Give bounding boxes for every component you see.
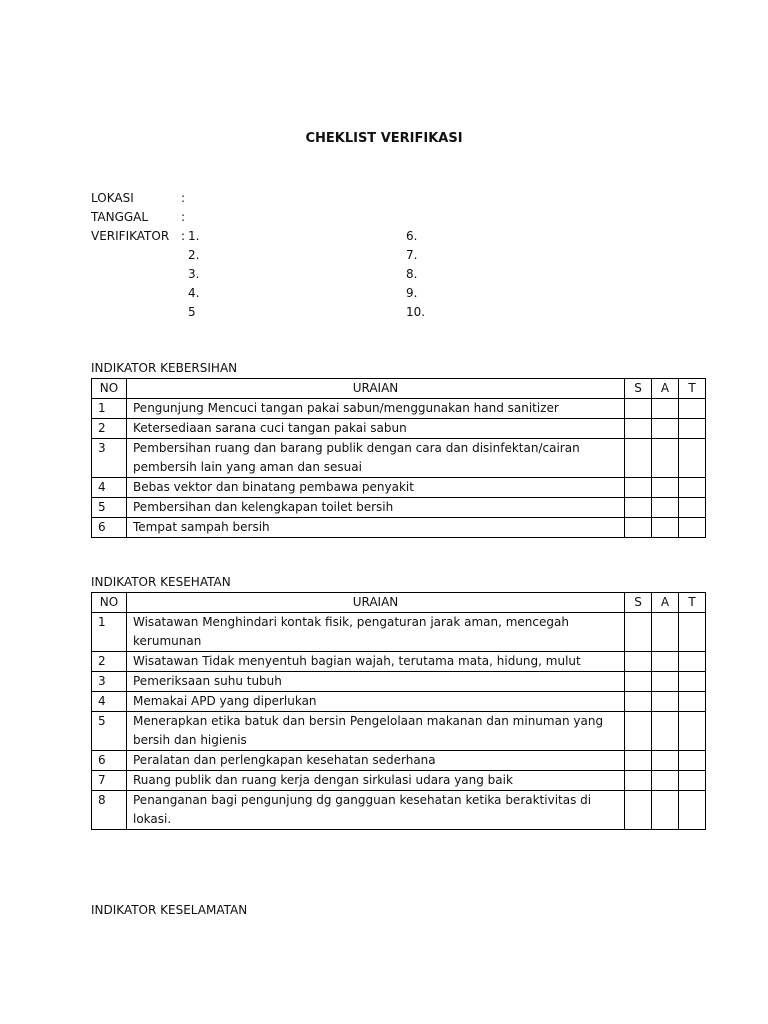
check-cell-s[interactable] — [625, 419, 652, 439]
check-cell-t[interactable] — [679, 613, 706, 652]
row-number: 4 — [92, 692, 127, 712]
lokasi-colon: : — [181, 191, 186, 205]
row-number: 5 — [92, 712, 127, 751]
row-number: 6 — [92, 518, 127, 538]
table-row — [92, 771, 706, 791]
section-title-kebersihan: INDIKATOR KEBERSIHAN — [91, 361, 238, 375]
check-cell-t[interactable] — [679, 672, 706, 692]
column-header-s: S — [625, 593, 652, 613]
check-cell-a[interactable] — [652, 498, 679, 518]
check-cell-t[interactable] — [679, 498, 706, 518]
info-block — [91, 189, 591, 322]
column-header-uraian: URAIAN — [127, 379, 625, 399]
verifikator-number: 4. — [188, 286, 200, 300]
table-row — [92, 399, 706, 419]
verifikator-number: 2. — [188, 248, 200, 262]
verifikator-number: 3. — [188, 267, 200, 281]
table-row — [92, 419, 706, 439]
row-number: 2 — [92, 419, 127, 439]
row-uraian: Menerapkan etika batuk dan bersin Pengelolaan makanan dan minuman yang bersih dan higienis — [127, 712, 625, 751]
row-uraian: Bebas vektor dan binatang pembawa penyakit — [127, 478, 625, 498]
table-row — [92, 439, 706, 478]
check-cell-a[interactable] — [652, 518, 679, 538]
column-header-t: T — [679, 593, 706, 613]
check-cell-a[interactable] — [652, 613, 679, 652]
table-row — [92, 692, 706, 712]
check-cell-a[interactable] — [652, 751, 679, 771]
section-title-keselamatan: INDIKATOR KESELAMATAN — [91, 903, 248, 917]
row-number: 2 — [92, 652, 127, 672]
row-uraian: Wisatawan Tidak menyentuh bagian wajah, terutama mata, hidung, mulut — [127, 652, 625, 672]
row-uraian: Tempat sampah bersih — [127, 518, 625, 538]
check-cell-a[interactable] — [652, 712, 679, 751]
check-cell-a[interactable] — [652, 771, 679, 791]
check-cell-s[interactable] — [625, 478, 652, 498]
table-row — [92, 672, 706, 692]
table-header-row — [92, 593, 706, 613]
row-uraian: Peralatan dan perlengkapan kesehatan sederhana — [127, 751, 625, 771]
check-cell-s[interactable] — [625, 751, 652, 771]
row-number: 3 — [92, 439, 127, 478]
check-cell-s[interactable] — [625, 672, 652, 692]
row-uraian: Pembersihan dan kelengkapan toilet bersih — [127, 498, 625, 518]
verifikator-label: VERIFIKATOR — [91, 229, 170, 243]
check-cell-s[interactable] — [625, 692, 652, 712]
check-cell-s[interactable] — [625, 439, 652, 478]
column-header-no: NO — [92, 379, 127, 399]
table-row — [92, 478, 706, 498]
info-row-lokasi — [91, 189, 591, 208]
lokasi-label: LOKASI — [91, 191, 134, 205]
check-cell-s[interactable] — [625, 613, 652, 652]
check-cell-a[interactable] — [652, 652, 679, 672]
check-cell-a[interactable] — [652, 791, 679, 830]
tanggal-colon: : — [181, 210, 186, 224]
verifikator-number: 8. — [406, 267, 418, 281]
table-row — [92, 652, 706, 672]
row-uraian: Ketersediaan sarana cuci tangan pakai sabun — [127, 419, 625, 439]
column-header-t: T — [679, 379, 706, 399]
check-cell-t[interactable] — [679, 478, 706, 498]
verifikator-number: 9. — [406, 286, 418, 300]
table-row — [92, 613, 706, 652]
check-cell-s[interactable] — [625, 518, 652, 538]
check-cell-s[interactable] — [625, 712, 652, 751]
row-uraian: Wisatawan Menghindari kontak fisik, pengaturan jarak aman, mencegah kerumunan — [127, 613, 625, 652]
info-row-verifikator-4 — [91, 284, 591, 303]
row-number: 4 — [92, 478, 127, 498]
verifikator-number: 7. — [406, 248, 418, 262]
row-uraian: Pemeriksaan suhu tubuh — [127, 672, 625, 692]
row-uraian: Pengunjung Mencuci tangan pakai sabun/menggunakan hand sanitizer — [127, 399, 625, 419]
column-header-s: S — [625, 379, 652, 399]
check-cell-s[interactable] — [625, 652, 652, 672]
info-row-verifikator-5 — [91, 303, 591, 322]
check-cell-a[interactable] — [652, 692, 679, 712]
table-row — [92, 751, 706, 771]
row-number: 5 — [92, 498, 127, 518]
check-cell-t[interactable] — [679, 751, 706, 771]
table-kesehatan — [91, 592, 706, 830]
check-cell-t[interactable] — [679, 771, 706, 791]
row-number: 8 — [92, 791, 127, 830]
row-uraian: Ruang publik dan ruang kerja dengan sirkulasi udara yang baik — [127, 771, 625, 791]
info-row-verifikator-1 — [91, 227, 591, 246]
table-row — [92, 791, 706, 830]
info-row-verifikator-3 — [91, 265, 591, 284]
check-cell-t[interactable] — [679, 791, 706, 830]
column-header-no: NO — [92, 593, 127, 613]
verifikator-number: 1. — [188, 229, 200, 243]
check-cell-s[interactable] — [625, 498, 652, 518]
check-cell-t[interactable] — [679, 439, 706, 478]
check-cell-a[interactable] — [652, 478, 679, 498]
row-uraian: Penanganan bagi pengunjung dg gangguan kesehatan ketika beraktivitas di lokasi. — [127, 791, 625, 830]
column-header-uraian: URAIAN — [127, 593, 625, 613]
info-row-verifikator-2 — [91, 246, 591, 265]
check-cell-t[interactable] — [679, 419, 706, 439]
check-cell-a[interactable] — [652, 399, 679, 419]
row-number: 1 — [92, 613, 127, 652]
verifikator-number: 10. — [406, 305, 426, 319]
check-cell-t[interactable] — [679, 712, 706, 751]
row-number: 7 — [92, 771, 127, 791]
row-number: 6 — [92, 751, 127, 771]
table-row — [92, 498, 706, 518]
check-cell-t[interactable] — [679, 692, 706, 712]
tanggal-label: TANGGAL — [91, 210, 149, 224]
check-cell-t[interactable] — [679, 399, 706, 419]
table-row — [92, 712, 706, 751]
check-cell-s[interactable] — [625, 771, 652, 791]
check-cell-s[interactable] — [625, 399, 652, 419]
check-cell-a[interactable] — [652, 419, 679, 439]
check-cell-a[interactable] — [652, 439, 679, 478]
verifikator-number: 5 — [188, 305, 196, 319]
table-header-row — [92, 379, 706, 399]
verifikator-number: 6. — [406, 229, 418, 243]
column-header-a: A — [652, 593, 679, 613]
info-row-tanggal — [91, 208, 591, 227]
verifikator-colon: : — [181, 229, 186, 243]
column-header-a: A — [652, 379, 679, 399]
row-uraian: Memakai APD yang diperlukan — [127, 692, 625, 712]
check-cell-s[interactable] — [625, 791, 652, 830]
row-uraian: Pembersihan ruang dan barang publik dengan cara dan disinfektan/cairan pembersih lain yang aman dan sesuai — [127, 439, 625, 478]
row-number: 3 — [92, 672, 127, 692]
check-cell-t[interactable] — [679, 652, 706, 672]
table-kebersihan — [91, 378, 706, 538]
row-number: 1 — [92, 399, 127, 419]
check-cell-a[interactable] — [652, 672, 679, 692]
check-cell-t[interactable] — [679, 518, 706, 538]
section-title-kesehatan: INDIKATOR KESEHATAN — [91, 575, 231, 589]
document-title: CHEKLIST VERIFIKASI — [305, 131, 463, 146]
table-row — [92, 518, 706, 538]
